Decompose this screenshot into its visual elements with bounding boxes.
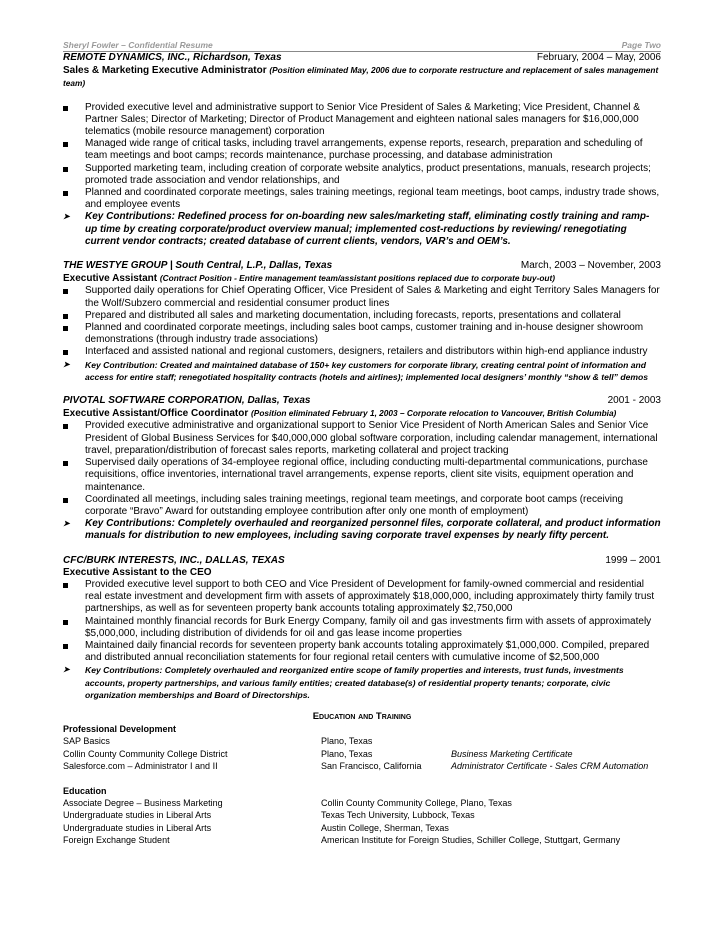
header-left: Sheryl Fowler – Confidential Resume bbox=[63, 40, 213, 50]
list-item: Planned and coordinated corporate meetings, sales training meetings, regional team meetings, boot camps, industry trade shows, and employee events bbox=[63, 187, 661, 211]
job-dates: March, 2003 – November, 2003 bbox=[520, 260, 661, 272]
list-item: Planned and coordinated corporate meetings, including sales boot camps, customer training and in-house designer showroom demonstrations (through industry trade associations) bbox=[63, 322, 661, 346]
section-heading-education: Education and Training bbox=[312, 710, 412, 722]
key-contribution: ➤ Key Contributions: Completely overhauled and reorganized personnel files, corporate collateral, and product information manuals for distribution to new employees, including saving corporate travel expenses by nearly fifty percent. bbox=[63, 518, 661, 542]
bullet-square-icon bbox=[63, 191, 68, 196]
list-item: Supported daily operations for Chief Operating Officer, Vice President of Sales & Marketing and eight Territory Sales Managers for the Wolf/Subzero commercial and residential consumer product lines bbox=[63, 285, 661, 309]
bullet-square-icon bbox=[63, 142, 68, 147]
job-entry bbox=[63, 555, 661, 701]
job-dates: 2001 - 2003 bbox=[607, 395, 661, 407]
list-item: Managed wide range of critical tasks, including travel arrangements, expense reports, research, preparation and scheduling of team meetings and boot camps; records maintenance, purchase processing, and database administration bbox=[63, 138, 661, 162]
company-name: REMOTE DYNAMICS, INC., Richardson, Texas bbox=[63, 52, 282, 63]
education-label: Education bbox=[63, 785, 107, 796]
list-item: Supported marketing team, including creation of corporate website analytics, product presentations, manuals, research projects; promoted trade association and vendor relationships, and bbox=[63, 163, 661, 187]
job-dates: February, 2004 – May, 2006 bbox=[536, 52, 661, 63]
job-note: (Position eliminated May, 2006 due to corporate restructure and replacement of sales management team) bbox=[63, 65, 659, 89]
company-name: CFC/BURK INTERESTS, INC., DALLAS, TEXAS bbox=[63, 554, 285, 566]
arrow-bullet-icon: ➤ bbox=[63, 519, 70, 529]
list-item: Supervised daily operations of 34-employee regional office, including conducting multi-departmental communications, purchase requisitions, office inventories, international travel arrangements, expense reports, client site visits, equipment operation and maintenance. bbox=[63, 457, 661, 494]
table-row: Undergraduate studies in Liberal Arts Texas Tech University, Lubbock, Texas bbox=[63, 810, 475, 821]
list-item: Provided executive administrative and organizational support to Senior Vice President of North American Sales and Senior Vice President of Global Business Services for $40,000,000 global software corporation, including calendar management, international travel, preparation/distribution of forecast sales reports, marketing collateral and project tracking bbox=[63, 420, 661, 457]
company-name: THE WESTYE GROUP | South Central, L.P., Dallas, Texas bbox=[63, 260, 333, 272]
job-title: Sales & Marketing Executive Administrator (Position eliminated May, 2006 due to corporate restructure and replacement of sales management team) bbox=[63, 65, 659, 89]
arrow-bullet-icon: ➤ bbox=[63, 212, 70, 222]
bullet-square-icon bbox=[63, 498, 68, 503]
bullet-square-icon bbox=[63, 461, 68, 466]
bullet-square-icon bbox=[63, 424, 68, 429]
job-title: Executive Assistant to the CEO bbox=[63, 566, 212, 578]
header-page-number: Page Two bbox=[621, 40, 661, 50]
bullet-square-icon bbox=[63, 326, 68, 331]
table-row: Undergraduate studies in Liberal Arts Austin College, Sherman, Texas bbox=[63, 822, 449, 833]
table-row: Foreign Exchange Student American Institute for Foreign Studies, Schiller College, Stuttgart, Germany bbox=[63, 835, 621, 846]
company-name: PIVOTAL SOFTWARE CORPORATION, Dallas, Texas bbox=[63, 395, 311, 407]
job-entry bbox=[63, 52, 661, 248]
list-item: Coordinated all meetings, including sales training meetings, regional team meetings, and corporate boot camps (receiving corporate “Bravo” Award for outstanding employee contribution after only one month of employment) bbox=[63, 494, 661, 518]
job-entry bbox=[63, 395, 661, 542]
job-note: (Position eliminated February 1, 2003 – Corporate relocation to Vancouver, British Columbia) bbox=[251, 408, 617, 419]
job-title: Executive Assistant/Office Coordinator (Position eliminated February 1, 2003 – Corporate relocation to Vancouver, British Columbia) bbox=[63, 408, 617, 420]
bullet-square-icon bbox=[63, 167, 68, 172]
key-contribution: ➤ Key Contribution: Created and maintained database of 150+ key customers for corporate library, creating central point of information and access for entire staff; renegotiated hospitality contracts (hotels and airlines); implemented local designers’ monthly “show & tell” demos bbox=[63, 359, 649, 382]
key-contribution: ➤ Key Contributions: Completely overhauled and reorganized entire scope of family properties and interests, trust funds, investments accounts, property partnerships, and various family entities; created database(s) of residential property tenants; corporate, civic organization memberships and Board of Directorships. bbox=[63, 665, 624, 700]
professional-development-label: Professional Development bbox=[63, 723, 177, 734]
bullet-list bbox=[63, 420, 661, 542]
list-item: Maintained daily financial records for seventeen property bank accounts totaling approximately $1,000,000. Compiled, prepared and distributed annual reconciliation statements for four regional retail centers with cumulative income of $2,500,000 bbox=[63, 640, 661, 664]
bullet-square-icon bbox=[63, 644, 68, 649]
key-contribution: ➤ Key Contributions: Redefined process for on-boarding new sales/marketing staff, eliminating costly training and ramp-up time by creating corporate/product overview manual; implemented cost-reductions by reviewing/ renegotiating current vendor contracts; created database of current clients, vendors, VAR’s and OEM’s. bbox=[63, 211, 650, 247]
bullet-list bbox=[63, 285, 661, 383]
arrow-bullet-icon: ➤ bbox=[63, 359, 70, 369]
bullet-square-icon bbox=[63, 289, 68, 294]
table-row: Salesforce.com – Administrator I and II San Francisco, California Administrator Certificate - Sales CRM Automation bbox=[63, 761, 649, 772]
resume-page bbox=[63, 40, 661, 847]
list-item: Provided executive level support to both CEO and Vice President of Development for family-owned commercial and residential real estate investment and development firm with assets of approximately $18,000,000, including approximately thirty family trust partnerships, as well as for seventeen property bank accounts totaling approximately $2,750,000 bbox=[63, 579, 661, 616]
job-entry bbox=[63, 260, 661, 383]
page-header bbox=[63, 40, 661, 52]
job-title: Executive Assistant (Contract Position - Entire management team/assistant positions replaced due to corporate buy-out) bbox=[63, 273, 555, 285]
list-item: Maintained monthly financial records for Burk Energy Company, family oil and gas investments firm with assets of approximately $5,000,000, including distribution of dividends for oil and gas lease income properties bbox=[63, 616, 661, 640]
arrow-bullet-icon: ➤ bbox=[63, 665, 70, 675]
job-dates: 1999 – 2001 bbox=[605, 554, 661, 566]
bullet-list bbox=[63, 579, 661, 701]
bullet-square-icon bbox=[63, 314, 68, 319]
table-row: Associate Degree – Business Marketing Collin County Community College, Plano, Texas bbox=[63, 797, 512, 808]
list-item: Provided executive level and administrative support to Senior Vice President of Sales & Marketing; Vice President, Channel & Partner Sales; Director of Marketing; Director of Product Management and eighteen national sales managers for $16,000,000 telematics (mobile resource management) corporation bbox=[63, 102, 661, 139]
bullet-list bbox=[63, 102, 661, 248]
list-item: Prepared and distributed all sales and marketing documentation, including forecasts, reports, presentations and collateral bbox=[63, 310, 661, 322]
list-item: Interfaced and assisted national and regional customers, designers, retailers and distributors within high-end appliance industry bbox=[63, 346, 661, 358]
job-note: (Contract Position - Entire management team/assistant positions replaced due to corporate buy-out) bbox=[159, 273, 555, 284]
bullet-square-icon bbox=[63, 106, 68, 111]
bullet-square-icon bbox=[63, 620, 68, 625]
bullet-square-icon bbox=[63, 583, 68, 588]
table-row: Collin County Community College District Plano, Texas Business Marketing Certificate bbox=[63, 748, 573, 759]
bullet-square-icon bbox=[63, 350, 68, 355]
table-row: SAP Basics Plano, Texas bbox=[63, 736, 373, 747]
